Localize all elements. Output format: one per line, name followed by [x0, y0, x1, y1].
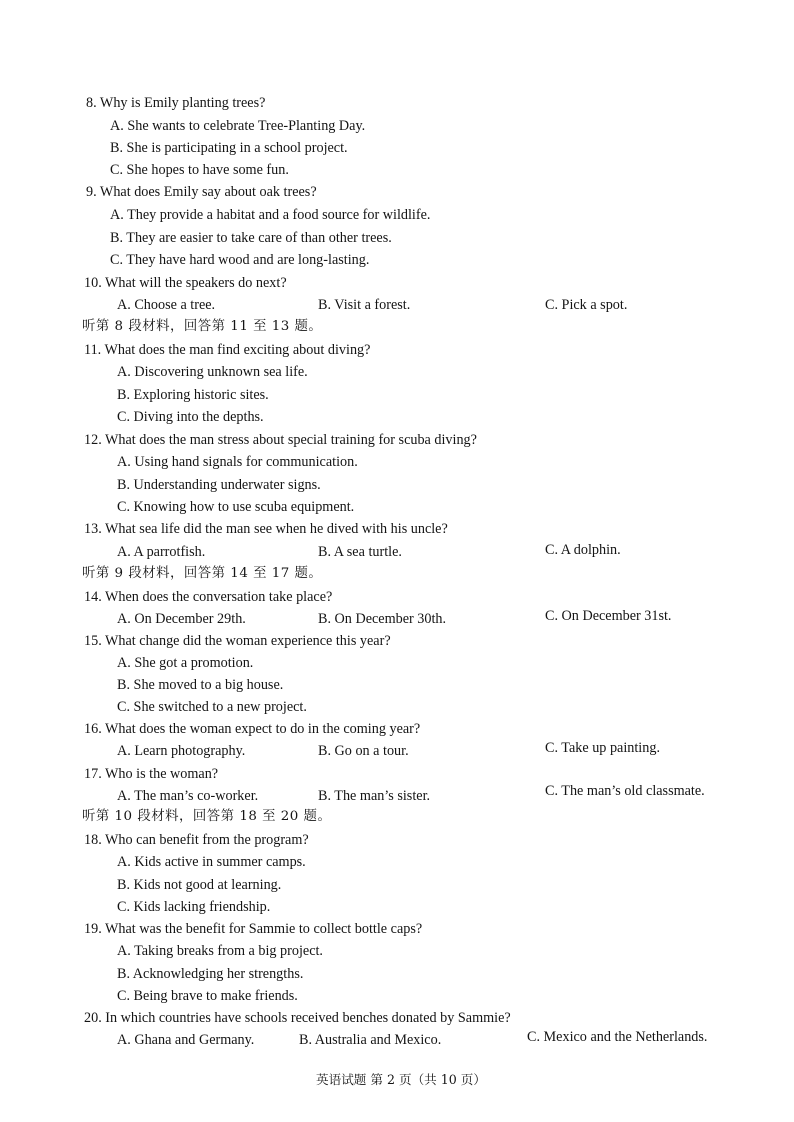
- question-14-option-c: C. On December 31st.: [545, 608, 672, 624]
- question-19-option-b: B. Acknowledging her strengths.: [117, 966, 304, 982]
- question-15-option-b: B. She moved to a big house.: [117, 677, 284, 693]
- question-20-option-a: A. Ghana and Germany.: [117, 1032, 255, 1048]
- question-20-stem: 20. In which countries have schools received benches donated by Sammie?: [84, 1010, 511, 1026]
- page-footer: 英语试题 第 2 页（共 10 页）: [316, 1072, 486, 1087]
- question-10-option-c: C. Pick a spot.: [545, 297, 628, 313]
- question-10-option-a: A. Choose a tree.: [117, 297, 216, 313]
- question-8-stem: 8. Why is Emily planting trees?: [86, 95, 266, 111]
- question-18-stem: 18. Who can benefit from the program?: [84, 832, 309, 848]
- question-19-stem: 19. What was the benefit for Sammie to collect bottle caps?: [84, 921, 423, 937]
- question-17-option-b: B. The man’s sister.: [318, 788, 431, 804]
- question-14-stem: 14. When does the conversation take place?: [84, 589, 333, 605]
- question-8-option-a: A. She wants to celebrate Tree-Planting Day.: [110, 118, 366, 134]
- question-9-option-c: C. They have hard wood and are long-lasting.: [110, 252, 370, 268]
- question-10-option-b: B. Visit a forest.: [318, 297, 411, 313]
- section-heading-8: 听第 8 段材料，回答第 11 至 13 题。: [82, 319, 323, 334]
- question-12-stem: 12. What does the man stress about special training for scuba diving?: [84, 432, 477, 448]
- question-17-option-a: A. The man’s co-worker.: [117, 788, 259, 804]
- question-16-option-b: B. Go on a tour.: [318, 743, 409, 759]
- question-11-option-a: A. Discovering unknown sea life.: [117, 364, 308, 380]
- question-13-stem: 13. What sea life did the man see when he dived with his uncle?: [84, 521, 448, 537]
- question-12-option-a: A. Using hand signals for communication.: [117, 454, 358, 470]
- question-12-option-c: C. Knowing how to use scuba equipment.: [117, 499, 355, 515]
- question-15-option-a: A. She got a promotion.: [117, 655, 254, 671]
- section-heading-9: 听第 9 段材料，回答第 14 至 17 题。: [82, 566, 323, 581]
- question-18-option-a: A. Kids active in summer camps.: [117, 854, 306, 870]
- question-9-option-b: B. They are easier to take care of than other trees.: [110, 230, 392, 246]
- question-19-option-c: C. Being brave to make friends.: [117, 988, 298, 1004]
- question-9-stem: 9. What does Emily say about oak trees?: [86, 184, 317, 200]
- question-18-option-c: C. Kids lacking friendship.: [117, 899, 271, 915]
- question-14-option-a: A. On December 29th.: [117, 611, 246, 627]
- section-heading-10: 听第 10 段材料，回答第 18 至 20 题。: [82, 809, 332, 824]
- question-11-option-b: B. Exploring historic sites.: [117, 387, 269, 403]
- question-15-option-c: C. She switched to a new project.: [117, 699, 307, 715]
- question-16-stem: 16. What does the woman expect to do in the coming year?: [84, 721, 421, 737]
- question-13-option-b: B. A sea turtle.: [318, 544, 402, 560]
- question-11-stem: 11. What does the man find exciting about diving?: [84, 342, 371, 358]
- question-14-option-b: B. On December 30th.: [318, 611, 447, 627]
- question-19-option-a: A. Taking breaks from a big project.: [117, 943, 323, 959]
- question-15-stem: 15. What change did the woman experience this year?: [84, 633, 391, 649]
- question-8-option-c: C. She hopes to have some fun.: [110, 162, 289, 178]
- question-16-option-a: A. Learn photography.: [117, 743, 246, 759]
- question-20-option-c: C. Mexico and the Netherlands.: [527, 1029, 708, 1045]
- question-10-stem: 10. What will the speakers do next?: [84, 275, 287, 291]
- question-9-option-a: A. They provide a habitat and a food source for wildlife.: [110, 207, 431, 223]
- question-16-option-c: C. Take up painting.: [545, 740, 660, 756]
- question-17-option-c: C. The man’s old classmate.: [545, 783, 705, 799]
- question-11-option-c: C. Diving into the depths.: [117, 409, 264, 425]
- question-18-option-b: B. Kids not good at learning.: [117, 877, 282, 893]
- question-8-option-b: B. She is participating in a school project.: [110, 140, 348, 156]
- question-20-option-b: B. Australia and Mexico.: [299, 1032, 442, 1048]
- question-17-stem: 17. Who is the woman?: [84, 766, 219, 782]
- question-13-option-c: C. A dolphin.: [545, 542, 621, 558]
- question-13-option-a: A. A parrotfish.: [117, 544, 206, 560]
- question-12-option-b: B. Understanding underwater signs.: [117, 477, 321, 493]
